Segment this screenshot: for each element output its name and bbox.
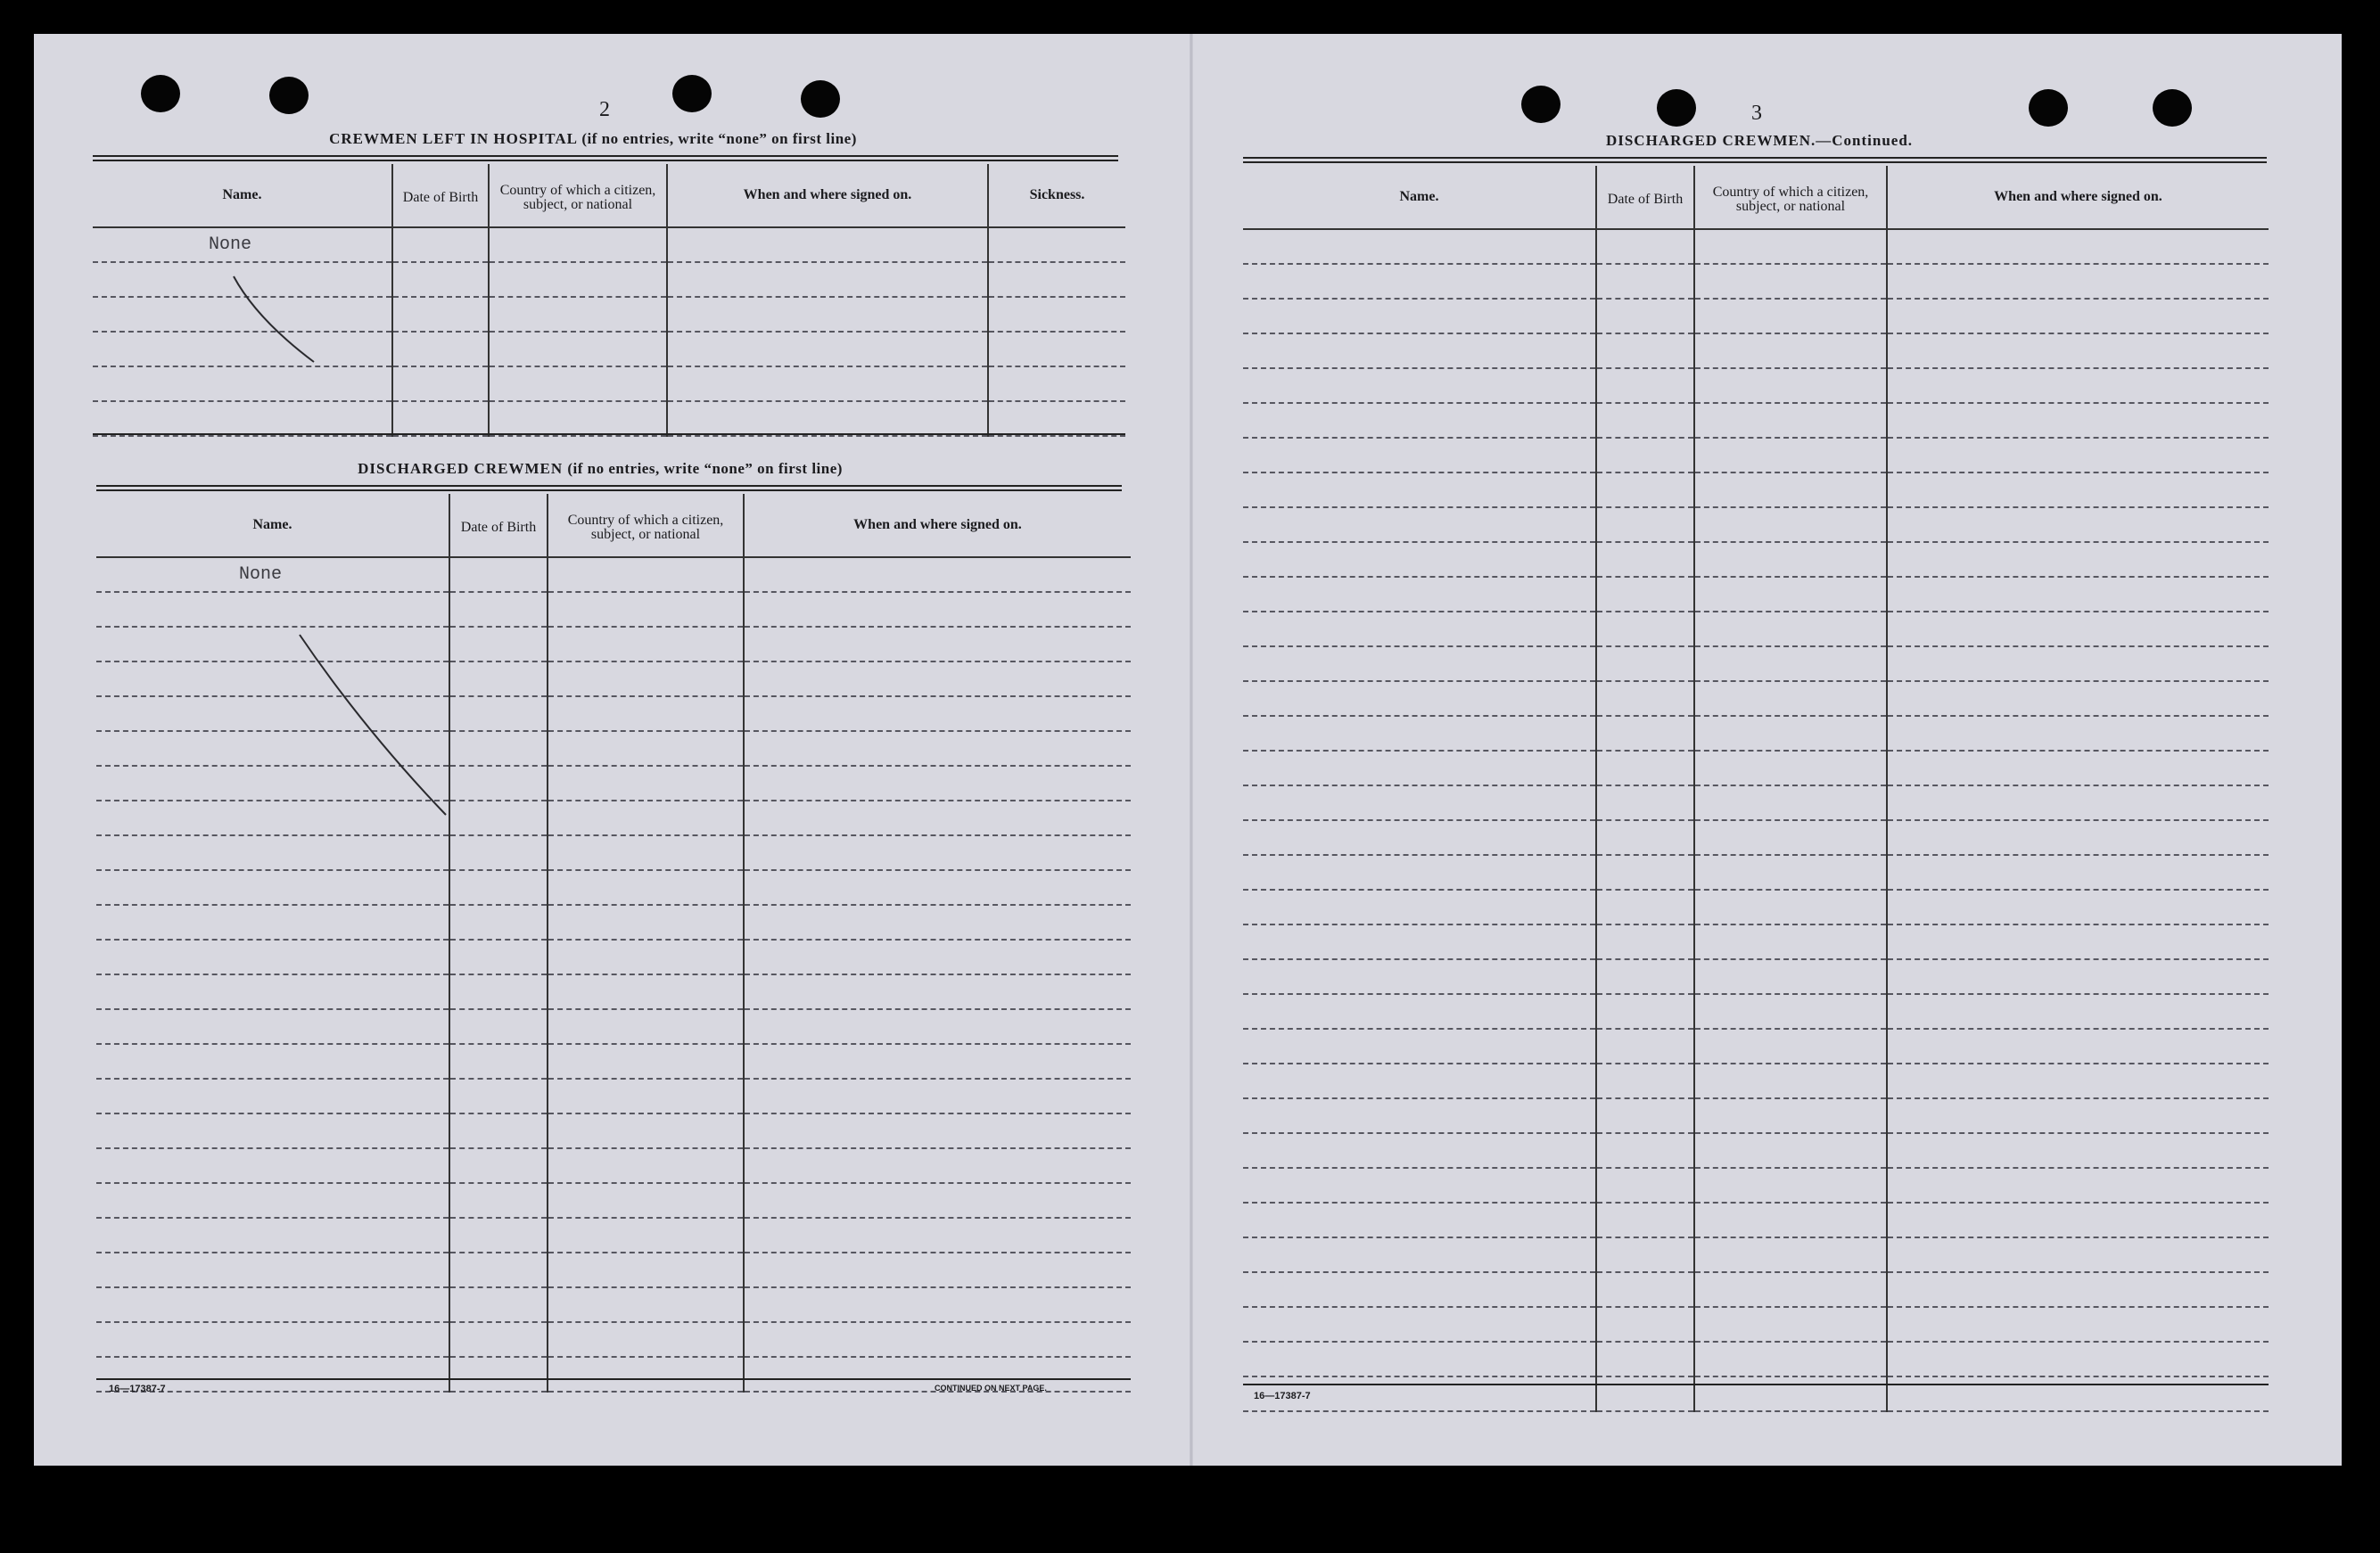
table-cell: [1596, 507, 1694, 542]
col-header-signed: When and where signed on.: [744, 494, 1131, 557]
table-row: [1243, 785, 2269, 820]
col-header-sickness: Sickness.: [988, 164, 1125, 227]
table-cell: [1596, 403, 1694, 438]
table-cell: [1694, 1064, 1887, 1098]
table-cell: [1243, 1307, 1596, 1342]
table-cell: [1694, 1098, 1887, 1133]
table-cell: [1243, 229, 1596, 264]
table-cell: [1887, 612, 2269, 646]
table-cell: [1243, 1133, 1596, 1168]
table-cell: [1887, 1342, 2269, 1376]
table-row: [1243, 820, 2269, 855]
table-cell: [1596, 1272, 1694, 1307]
table-cell: [1887, 716, 2269, 751]
table-cell: [1887, 229, 2269, 264]
table-cell: [1887, 820, 2269, 855]
table-row: [1243, 1029, 2269, 1064]
table-cell: [1694, 612, 1887, 646]
table-cell: [1243, 1203, 1596, 1237]
table-row: [1243, 1272, 2269, 1307]
table-cell: [1243, 751, 1596, 785]
table-cell: [1596, 577, 1694, 612]
table-cell: [1596, 785, 1694, 820]
table-cell: [1596, 1029, 1694, 1064]
table-cell: [1243, 472, 1596, 507]
table-cell: [1596, 368, 1694, 403]
table-cell: [1694, 229, 1887, 264]
table-cell: [1596, 1376, 1694, 1411]
table-cell: [1887, 299, 2269, 333]
table-row: [1243, 1342, 2269, 1376]
table-row: [1243, 959, 2269, 994]
table-cell: [1243, 403, 1596, 438]
table-cell: [1694, 1342, 1887, 1376]
page-number: 3: [1751, 102, 1762, 125]
form-sheet: [34, 34, 2342, 1466]
discharged-note: (if no entries, write “none” on first line): [567, 460, 843, 477]
table-cell: [1694, 1272, 1887, 1307]
table-row: [1243, 1168, 2269, 1203]
table-cell: [1694, 403, 1887, 438]
table-cell: [1596, 612, 1694, 646]
table-row: [1243, 229, 2269, 264]
table-cell: [1887, 785, 2269, 820]
table-cell: [1243, 959, 1596, 994]
table-cell: [1596, 924, 1694, 959]
table-cell: [1694, 1168, 1887, 1203]
table-cell: [1596, 229, 1694, 264]
table-cell: [1887, 646, 2269, 681]
table-row: [1243, 1098, 2269, 1133]
table-cell: [1694, 1237, 1887, 1272]
table-cell: [1694, 820, 1887, 855]
table-cell: [1694, 716, 1887, 751]
table-cell: [1694, 1307, 1887, 1342]
hospital-title: CREWMEN LEFT IN HOSPITAL: [329, 130, 578, 147]
table-cell: [1694, 751, 1887, 785]
pen-strike-lines: [34, 34, 1190, 1466]
table-cell: [1243, 264, 1596, 299]
table-cell: [1694, 542, 1887, 577]
continued-section-title: DISCHARGED CREWMEN.—Continued.: [1605, 132, 1914, 149]
table-cell: [1243, 1098, 1596, 1133]
table-cell: [1694, 1133, 1887, 1168]
table-cell: [1694, 264, 1887, 299]
col-header-country: Country of which a citizen, subject, or national: [489, 164, 667, 227]
table-row: [1243, 1376, 2269, 1411]
double-rule: [1243, 157, 2267, 163]
table-cell: [1243, 855, 1596, 890]
table-row: [1243, 264, 2269, 299]
table-cell: [1596, 333, 1694, 368]
table-cell: [1694, 646, 1887, 681]
table-cell: [1596, 1237, 1694, 1272]
typed-entry: None: [209, 234, 252, 255]
table-cell: [1243, 820, 1596, 855]
table-cell: [1243, 1029, 1596, 1064]
table-row: [1243, 403, 2269, 438]
table-cell: [1694, 855, 1887, 890]
table-row: [1243, 924, 2269, 959]
col-header-name: Name.: [1243, 166, 1596, 229]
table-row: [1243, 751, 2269, 785]
table-cell: [1887, 507, 2269, 542]
table-cell: [1243, 1272, 1596, 1307]
table-row: [1243, 612, 2269, 646]
table-row: [1243, 368, 2269, 403]
typed-entry: None: [239, 564, 283, 585]
table-cell: [1887, 1376, 2269, 1411]
table-cell: [1243, 994, 1596, 1029]
left-page: [34, 34, 1190, 1466]
table-cell: [1887, 1168, 2269, 1203]
table-cell: [1243, 542, 1596, 577]
table-cell: [1596, 716, 1694, 751]
table-cell: [1694, 577, 1887, 612]
continued-rows: [1243, 229, 2269, 1411]
table-cell: [1596, 890, 1694, 924]
table-cell: [1243, 1168, 1596, 1203]
table-row: [1243, 1064, 2269, 1098]
table-cell: [1243, 716, 1596, 751]
table-cell: [1887, 890, 2269, 924]
table-cell: [1694, 438, 1887, 472]
table-cell: [1243, 924, 1596, 959]
table-row: [1243, 1203, 2269, 1237]
table-row: [1243, 438, 2269, 472]
table-cell: [1596, 681, 1694, 716]
table-cell: [1596, 1307, 1694, 1342]
table-cell: [1243, 438, 1596, 472]
table-row: [1243, 855, 2269, 890]
table-cell: [1243, 890, 1596, 924]
continued-note: CONTINUED ON NEXT PAGE.: [935, 1384, 1047, 1393]
table-cell: [1887, 542, 2269, 577]
table-cell: [1694, 681, 1887, 716]
col-header-dob: Date of Birth: [392, 164, 489, 227]
table-cell: [1596, 1133, 1694, 1168]
table-row: [1243, 681, 2269, 716]
right-page: [1193, 34, 2342, 1466]
table-cell: [1694, 1203, 1887, 1237]
table-cell: [1243, 577, 1596, 612]
col-header-country: Country of which a citizen, subject, or national: [548, 494, 744, 557]
table-cell: [1596, 994, 1694, 1029]
table-cell: [1887, 1029, 2269, 1064]
table-cell: [1596, 1098, 1694, 1133]
table-row: [1243, 577, 2269, 612]
table-cell: [1694, 333, 1887, 368]
table-row: [1243, 994, 2269, 1029]
table-cell: [1596, 299, 1694, 333]
table-cell: [1694, 472, 1887, 507]
table-cell: [1887, 1064, 2269, 1098]
table-row: [1243, 472, 2269, 507]
punch-hole: [2029, 89, 2068, 127]
table-cell: [1694, 1029, 1887, 1064]
punch-hole: [1657, 89, 1696, 127]
table-cell: [1887, 472, 2269, 507]
form-number: 16—17387-7: [109, 1384, 166, 1394]
table-cell: [1243, 612, 1596, 646]
table-cell: [1596, 959, 1694, 994]
discharged-title: DISCHARGED CREWMEN: [358, 460, 564, 477]
table-row: [1243, 299, 2269, 333]
table-cell: [1596, 751, 1694, 785]
table-cell: [1596, 542, 1694, 577]
table-cell: [1694, 890, 1887, 924]
table-row: [1243, 716, 2269, 751]
table-cell: [1596, 472, 1694, 507]
hospital-note: (if no entries, write “none” on first line): [581, 130, 857, 147]
discharged-continued-table: [1243, 166, 2269, 1412]
table-cell: [1887, 1133, 2269, 1168]
table-row: [1243, 1307, 2269, 1342]
col-header-name: Name.: [93, 164, 392, 227]
table-cell: [1596, 1064, 1694, 1098]
table-cell: [1596, 1342, 1694, 1376]
table-cell: [1596, 1168, 1694, 1203]
col-header-dob: Date of Birth: [449, 494, 548, 557]
table-cell: [1243, 299, 1596, 333]
center-fold: [1190, 34, 1193, 1466]
table-cell: [1243, 507, 1596, 542]
table-cell: [1596, 855, 1694, 890]
table-row: [1243, 333, 2269, 368]
table-cell: [1887, 751, 2269, 785]
table-cell: [1694, 507, 1887, 542]
table-row: [1243, 646, 2269, 681]
table-cell: [1243, 368, 1596, 403]
table-cell: [1243, 785, 1596, 820]
table-cell: [1887, 1272, 2269, 1307]
table-cell: [1243, 1342, 1596, 1376]
table-cell: [1596, 438, 1694, 472]
table-cell: [1596, 646, 1694, 681]
table-cell: [1694, 1376, 1887, 1411]
table-row: [1243, 890, 2269, 924]
table-cell: [1887, 1098, 2269, 1133]
table-cell: [1243, 1237, 1596, 1272]
col-header-signed: When and where signed on.: [667, 164, 988, 227]
table-cell: [1887, 333, 2269, 368]
table-cell: [1887, 1203, 2269, 1237]
table-row: [1243, 507, 2269, 542]
table-cell: [1694, 368, 1887, 403]
table-row: [1243, 1133, 2269, 1168]
form-number: 16—17387-7: [1254, 1391, 1311, 1401]
table-cell: [1243, 333, 1596, 368]
table-cell: [1694, 959, 1887, 994]
table-row: [1243, 1237, 2269, 1272]
table-cell: [1887, 1237, 2269, 1272]
col-header-signed: When and where signed on.: [1887, 166, 2269, 229]
table-cell: [1694, 785, 1887, 820]
punch-hole: [1521, 86, 1561, 123]
table-cell: [1694, 299, 1887, 333]
punch-hole: [2153, 89, 2192, 127]
table-cell: [1243, 681, 1596, 716]
table-cell: [1887, 924, 2269, 959]
table-cell: [1694, 994, 1887, 1029]
table-cell: [1887, 438, 2269, 472]
page-number: 2: [599, 98, 610, 121]
table-cell: [1887, 855, 2269, 890]
table-cell: [1887, 577, 2269, 612]
table-cell: [1596, 820, 1694, 855]
col-header-dob: Date of Birth: [1596, 166, 1694, 229]
table-cell: [1243, 1064, 1596, 1098]
section-end-rule: [1243, 1384, 2269, 1385]
col-header-name: Name.: [96, 494, 449, 557]
table-cell: [1887, 1307, 2269, 1342]
table-cell: [1887, 994, 2269, 1029]
col-header-country: Country of which a citizen, subject, or national: [1694, 166, 1887, 229]
table-cell: [1243, 646, 1596, 681]
table-cell: [1887, 264, 2269, 299]
table-cell: [1887, 681, 2269, 716]
table-row: [1243, 542, 2269, 577]
table-cell: [1596, 1203, 1694, 1237]
table-cell: [1887, 403, 2269, 438]
table-cell: [1694, 924, 1887, 959]
table-cell: [1887, 368, 2269, 403]
table-cell: [1887, 959, 2269, 994]
table-cell: [1596, 264, 1694, 299]
